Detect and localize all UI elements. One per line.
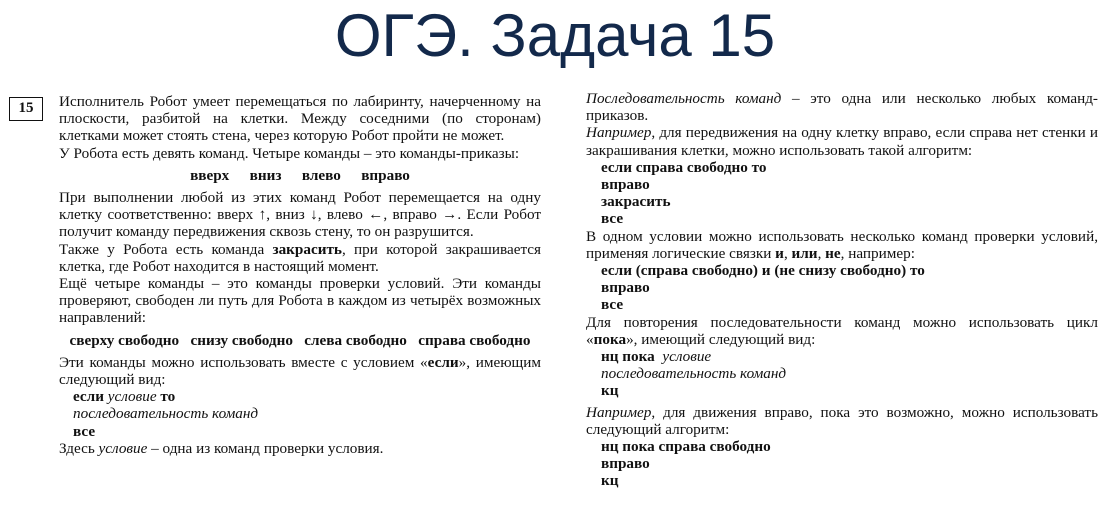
check-commands-list: сверху свободно снизу свободно слева свободно справа свободно	[69, 331, 531, 349]
paint-command-paragraph	[59, 241, 541, 275]
separator-1: ,	[783, 244, 792, 262]
not-keyword: не	[825, 244, 841, 262]
condition-text-a: Здесь	[59, 439, 99, 457]
separator-2: ,	[817, 244, 826, 262]
example1-line-4: все	[601, 210, 624, 228]
example3-line-2: вправо	[601, 455, 650, 473]
loop-sequence-placeholder: последовательность команд	[601, 365, 787, 383]
logic-connectives-paragraph	[586, 228, 1098, 262]
condition-explanation	[59, 440, 541, 457]
loop-end-keyword: кц	[601, 382, 619, 400]
example1-intro	[586, 124, 1098, 158]
loop-intro-paragraph	[586, 314, 1098, 348]
example1-text: , для передвижения на одну клетку вправо, если справа нет стенки и закрашивания клетки, можно использовать такой алгоритм:	[586, 124, 1098, 159]
intro-paragraph: Исполнитель Робот умеет перемещаться по лабиринту, начерченному на плоскости, разбитой на клетки. Между соседними (по сторонам) клетками может стоять стена, через которую Робот пройти не может.	[59, 93, 541, 145]
slide-title: ОГЭ. Задача 15	[334, 2, 776, 69]
if-usage-text-c: », имеющим следующий вид:	[59, 353, 541, 389]
example3-intro	[586, 404, 1098, 438]
example2-line-1: если (справа свободно) и (не снизу свободно) то	[601, 262, 925, 280]
condition-text-c: – одна из команд проверки условия.	[147, 439, 384, 457]
example3-line-1: нц пока справа свободно	[601, 438, 771, 456]
or-keyword: или	[791, 244, 818, 262]
loop-keyword: нц пока	[601, 348, 655, 366]
if-sequence-placeholder: последовательность команд	[73, 405, 259, 423]
left-column	[59, 93, 541, 457]
if-keyword: если	[73, 388, 104, 406]
loop-condition-placeholder: условие	[662, 348, 712, 366]
sequence-definition-text: – это одна или несколько любых команд-приказов.	[586, 90, 1098, 125]
loop-text-c: », имеющий следующий вид:	[626, 330, 816, 348]
check-commands-paragraph: Ещё четыре команды – это команды проверки условий. Эти команды проверяют, свободен ли путь для Робота в каждом из четырёх возможных направлений:	[59, 275, 541, 327]
loop-template-line	[586, 348, 1098, 365]
and-keyword: и	[775, 244, 784, 262]
commands-intro-paragraph: У Робота есть девять команд. Четыре команды – это команды-приказы:	[59, 144, 520, 162]
example2-line-3: все	[601, 296, 624, 314]
example3-text: , для движения вправо, пока это возможно, можно использовать следующий алгоритм:	[586, 403, 1098, 438]
if-usage-text-a: Эти команды можно использовать вместе с условием «	[59, 353, 428, 371]
paint-command-keyword: закрасить	[272, 240, 342, 258]
example1-line-3: закрасить	[601, 193, 671, 211]
example3-line-3: кц	[601, 472, 619, 490]
sequence-term: Последовательность команд	[586, 90, 782, 107]
condition-word: условие	[98, 439, 148, 457]
example1-line-2: вправо	[601, 176, 650, 194]
task-number-box: 15	[9, 97, 43, 121]
sequence-definition-paragraph	[586, 90, 1098, 124]
while-keyword: пока	[593, 330, 627, 348]
move-description-paragraph: При выполнении любой из этих команд Робот перемещается на одну клетку соответственно: вверх ↑, вниз ↓, влево ←, вправо →. Если Робот получит команду передвижения сквозь стену, то он разрушится.	[59, 189, 541, 241]
if-template-line	[59, 388, 541, 405]
then-keyword: то	[160, 388, 176, 406]
logic-text-a: В одном условии можно использовать несколько команд проверки условий, применяя логические связки	[586, 227, 1098, 262]
if-usage-paragraph	[59, 354, 541, 388]
right-column	[586, 90, 1098, 490]
example2-line-2: вправо	[601, 279, 650, 297]
paint-text-a: Также у Робота есть команда	[59, 240, 273, 258]
example3-word: Например	[586, 403, 652, 421]
paint-text-c: , при которой закрашивается клетка, где Робот находится в настоящий момент.	[59, 240, 541, 275]
logic-text-b: , например:	[840, 244, 915, 262]
if-usage-keyword: если	[427, 353, 459, 371]
if-end-keyword: все	[73, 422, 96, 440]
example1-word: Например	[586, 124, 652, 142]
example1-line-1: если справа свободно то	[601, 158, 767, 176]
loop-text-a: Для повторения последовательности команд можно использовать цикл «	[586, 313, 1098, 348]
if-condition-placeholder: условие	[107, 388, 157, 406]
move-commands-list: вверх вниз влево вправо	[190, 166, 410, 184]
